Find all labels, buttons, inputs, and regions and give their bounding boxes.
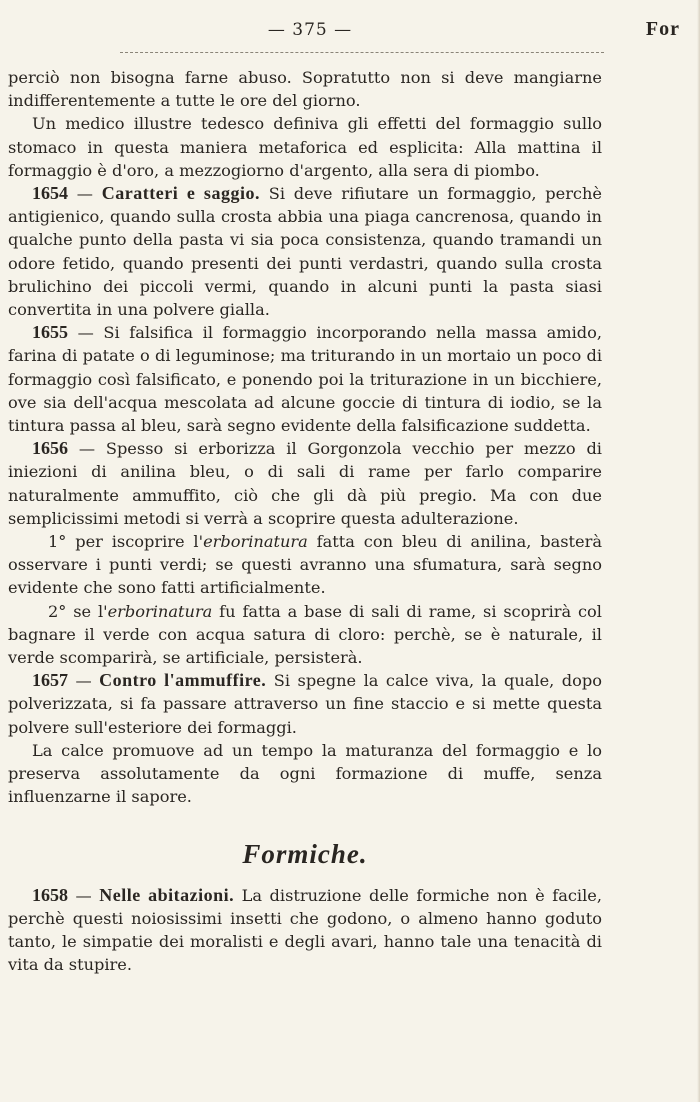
section-number: 1654 xyxy=(32,183,68,204)
section-text: Si deve rifiutare un formaggio, perchè antigienico, quando sulla crosta abbia una piaga cancrenosa, quando in qualche punto della pasta vi sia poca consistenza, quando tramandi un odore fetido, quando presenti dei punti verdastri, quando sulla crosta brulichino dei piccoli vermi, quando in alcuni punti la pasta siasi convertita in una polvere gialla. xyxy=(8,184,603,320)
section-1655 xyxy=(8,321,602,437)
item-text-post: fu fatta a base di sali di rame, si scoprirà col bagnare il verde con acqua satura di cloro: perchè, se è naturale, il verde scomparirà, se artificiale, persisterà. xyxy=(8,601,602,668)
section-title: Formiche. xyxy=(242,838,368,869)
paragraph-calce: La calce promuove ad un tempo la maturanza del formaggio e lo preserva assolutamente da ogni formazione di muffe, senza influenzarne il sapore. xyxy=(8,740,602,807)
section-heading: Caratteri e saggio. xyxy=(101,183,260,204)
section-number: 1657 xyxy=(32,670,68,691)
section-1658 xyxy=(8,884,602,977)
section-number: 1658 xyxy=(32,884,68,905)
item-italic-term: erborinatura xyxy=(203,532,308,552)
item-italic-term: erborinatura xyxy=(107,601,213,621)
section-dash: — xyxy=(68,671,100,691)
section-number: 1655 xyxy=(32,322,68,343)
section-dash: — xyxy=(68,885,100,905)
section-text: La distruzione delle formiche non è facile, perchè questi noiosissimi insetti che godono, o almeno hanno goduto tanto, le simpatie dei moralisti e degli avari, hanno tale una tenacità di vita da stupire. xyxy=(8,885,602,975)
page-number: — 375 — xyxy=(267,20,353,40)
section-1657 xyxy=(8,669,602,739)
section-heading: Nelle abitazioni. xyxy=(99,884,235,905)
header-rule xyxy=(120,52,604,53)
item-text-pre: 1° per iscoprire l' xyxy=(48,532,204,552)
paragraph-medico: Un medico illustre tedesco definiva gli effetti del formaggio sullo stomaco in questa maniera metaforica ed esplicita: Alla mattina il formaggio è d'oro, a mezzogiorno d'argento, alla sera di piombo. xyxy=(8,114,602,180)
section-number: 1656 xyxy=(32,438,68,459)
method-item-2 xyxy=(8,600,602,670)
section-1654 xyxy=(8,182,602,321)
section-dash: — xyxy=(68,184,102,204)
method-item-1 xyxy=(8,530,602,600)
section-1656 xyxy=(8,437,602,530)
section-heading: Contro l'ammuffire. xyxy=(99,670,267,691)
running-head: For xyxy=(645,18,680,40)
item-text-pre: 2° se l' xyxy=(48,601,108,621)
page-header xyxy=(0,14,700,54)
paragraph-continuation: perciò non bisogna farne abuso. Sopratutto non si deve mangiarne indifferentemente a tutte le ore del giorno. xyxy=(8,68,602,111)
item-text-post: fatta con bleu di anilina, basterà osservare i punti verdi; se questi avranno una sfumatura, sarà segno evidente che sono fatti artificialmente. xyxy=(8,532,602,598)
section-text: — Spesso si erborizza il Gorgonzola vecchio per mezzo di iniezioni di anilina bleu, o di sali di rame per farlo comparire naturalmente ammuffito, ciò che gli dà più pregio. Ma con due semplicissimi metodi si verrà a scoprire questa adulterazione. xyxy=(8,439,602,528)
section-text: — Si falsifica il formaggio incorporando nella massa amido, farina di patate o di leguminose; ma triturando in un mortaio un poco di formaggio così falsificato, e ponendo poi la triturazione in un bicchiere, ove sia dell'acqua mescolata ad alcune goccie di tintura di iodio, se la tintura passa al bleu, sarà segno evidente della falsificazione suddetta. xyxy=(8,323,602,436)
section-text: Si spegne la calce viva, la quale, dopo polverizzata, si fa passare attraverso un fine staccio e si mette questa polvere sull'esteriore dei formaggi. xyxy=(8,671,602,737)
page-body xyxy=(8,66,602,977)
